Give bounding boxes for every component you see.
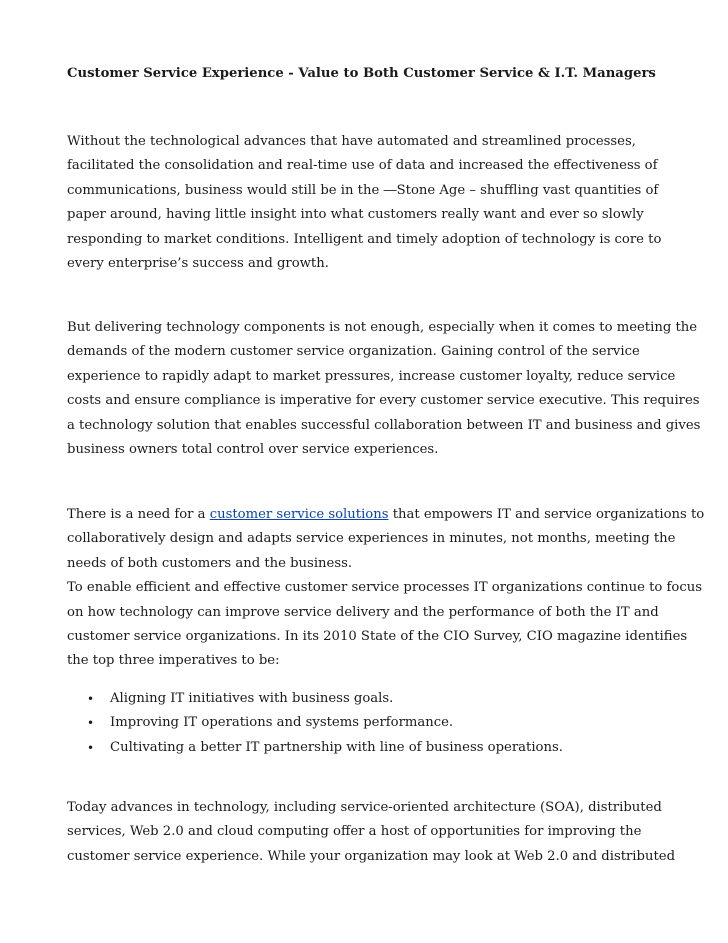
- text-line: Without the technological advances that have automated and streamlined processes,: [67, 134, 636, 149]
- list-item: [67, 687, 667, 711]
- text-line: But delivering technology components is not enough, especially when it comes to meeting the: [67, 320, 698, 335]
- bullet-icon: •: [87, 716, 95, 731]
- text-line: every enterprise’s success and growth.: [67, 255, 329, 271]
- document-title: Customer Service Experience - Value to Both Customer Service & I.T. Managers: [67, 66, 656, 81]
- text-line: [67, 503, 705, 527]
- bullet-icon: •: [87, 740, 95, 755]
- paragraph-need-for-solutions: [67, 503, 705, 674]
- text-line: To enable efficient and effective customer service processes IT organizations continue to focus: [67, 580, 703, 596]
- bullet-icon: •: [87, 692, 95, 706]
- paragraph-technology-advances: [67, 130, 667, 276]
- text-line: customer service experience. While your organization may look at Web 2.0 and distributed: [67, 848, 676, 864]
- text-line: customer service organizations. In its 2010 State of the CIO Survey, CIO magazine identifies: [67, 628, 688, 644]
- list-item-text: Aligning IT initiatives with business goals.: [110, 691, 394, 706]
- text-line: a technology solution that enables successful collaboration between IT and business and gives: [67, 417, 701, 433]
- list-item-text: Cultivating a better IT partnership with line of business operations.: [110, 739, 563, 755]
- text-line: costs and ensure compliance is imperative for every customer service executive. This requires: [67, 393, 700, 409]
- list-item: [67, 736, 667, 760]
- text-line: experience to rapidly adapt to market pressures, increase customer loyalty, reduce service: [67, 368, 676, 384]
- text-line: responding to market conditions. Intelligent and timely adoption of technology is core to: [67, 231, 662, 247]
- text-line: on how technology can improve service delivery and the performance of both the IT and: [67, 604, 659, 620]
- paragraph-today-advances: [67, 796, 676, 869]
- text-line: communications, business would still be in the ―Stone Age – shuffling vast quantities of: [67, 182, 659, 198]
- text-segment: that empowers IT and service organizations to: [388, 507, 705, 522]
- list-item: [67, 711, 667, 735]
- text-line: collaboratively design and adapts service experiences in minutes, not months, meeting the: [67, 531, 676, 547]
- text-line: facilitated the consolidation and real-time use of data and increased the effectiveness of: [67, 158, 658, 174]
- text-line: business owners total control over service experiences.: [67, 441, 439, 457]
- text-segment: There is a need for a: [67, 507, 210, 522]
- text-line: Today advances in technology, including service-oriented architecture (SOA), distributed: [67, 800, 662, 815]
- list-item-text: Improving IT operations and systems performance.: [110, 715, 454, 731]
- imperatives-list: [67, 687, 667, 760]
- customer-service-solutions-link[interactable]: customer service solutions: [209, 507, 389, 522]
- paragraph-delivering-technology: [67, 316, 701, 462]
- text-line: needs of both customers and the business.: [67, 555, 353, 571]
- text-line: paper around, having little insight into what customers really want and ever so slowly: [67, 207, 644, 223]
- text-line: demands of the modern customer service organization. Gaining control of the service: [67, 344, 640, 360]
- text-line: services, Web 2.0 and cloud computing offer a host of opportunities for improving the: [67, 824, 642, 840]
- text-line: the top three imperatives to be:: [67, 653, 280, 669]
